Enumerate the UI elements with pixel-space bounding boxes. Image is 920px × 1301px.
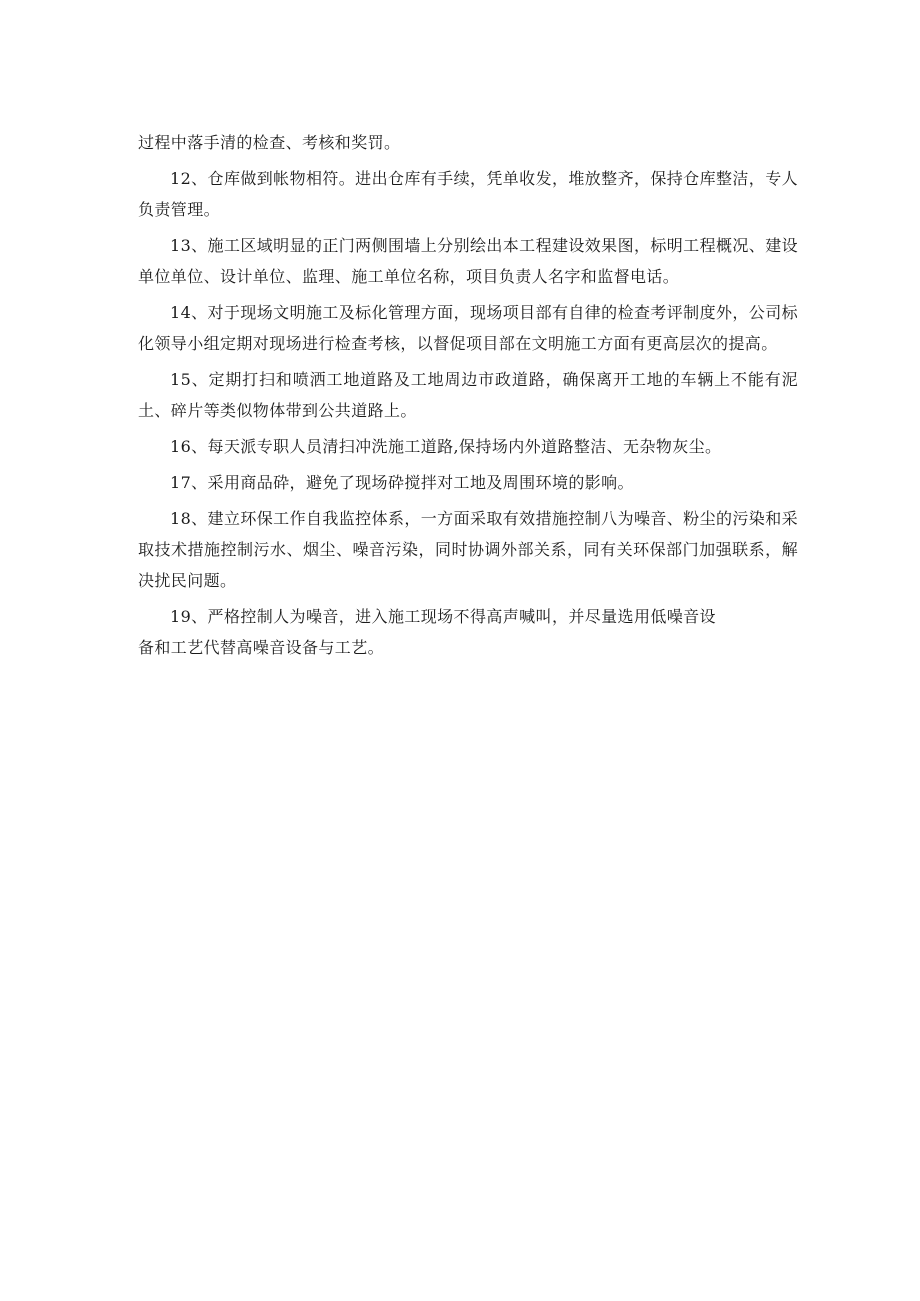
- paragraph-item-15: 15、定期打扫和喷洒工地道路及工地周边市政道路，确保离开工地的车辆上不能有泥土、碎片等类似物体带到公共道路上。: [138, 370, 798, 420]
- document-body: [138, 127, 798, 668]
- paragraph-item-14: 14、对于现场文明施工及标化管理方面，现场项目部有自律的检查考评制度外，公司标化领导小组定期对现场进行检查考核，以督促项目部在文明施工方面有更高层次的提高。: [138, 303, 798, 353]
- paragraph-item-19-line-1: 19、严格控制人为噪音，进入施工现场不得高声喊叫，并尽量选用低噪音设: [170, 607, 716, 626]
- paragraph-item-12: 12、仓库做到帐物相符。进出仓库有手续，凭单收发，堆放整齐，保持仓库整洁，专人负责管理。: [138, 169, 798, 219]
- paragraph-continuation: 过程中落手清的检查、考核和奖罚。: [138, 133, 401, 152]
- paragraph-item-19: [138, 601, 798, 663]
- paragraph-item-13: 13、施工区域明显的正门两侧围墙上分别绘出本工程建设效果图，标明工程概况、建设单位单位、设计单位、监理、施工单位名称，项目负责人名字和监督电话。: [138, 236, 798, 286]
- paragraph-item-16: 16、每天派专职人员清扫冲洗施工道路,保持场内外道路整洁、无杂物灰尘。: [170, 437, 722, 456]
- paragraph-item-17: 17、采用商品砕，避免了现场砕搅拌对工地及周围环境的影响。: [170, 473, 634, 492]
- paragraph-item-19-line-2: 备和工艺代替高噪音设备与工艺。: [138, 638, 385, 657]
- paragraph-item-18: 18、建立环保工作自我监控体系，一方面采取有效措施控制八为噪音、粉尘的污染和采取技术措施控制污水、烟尘、噪音污染，同时协调外部关系，同有关环保部门加强联系，解决扰民问题。: [138, 509, 798, 590]
